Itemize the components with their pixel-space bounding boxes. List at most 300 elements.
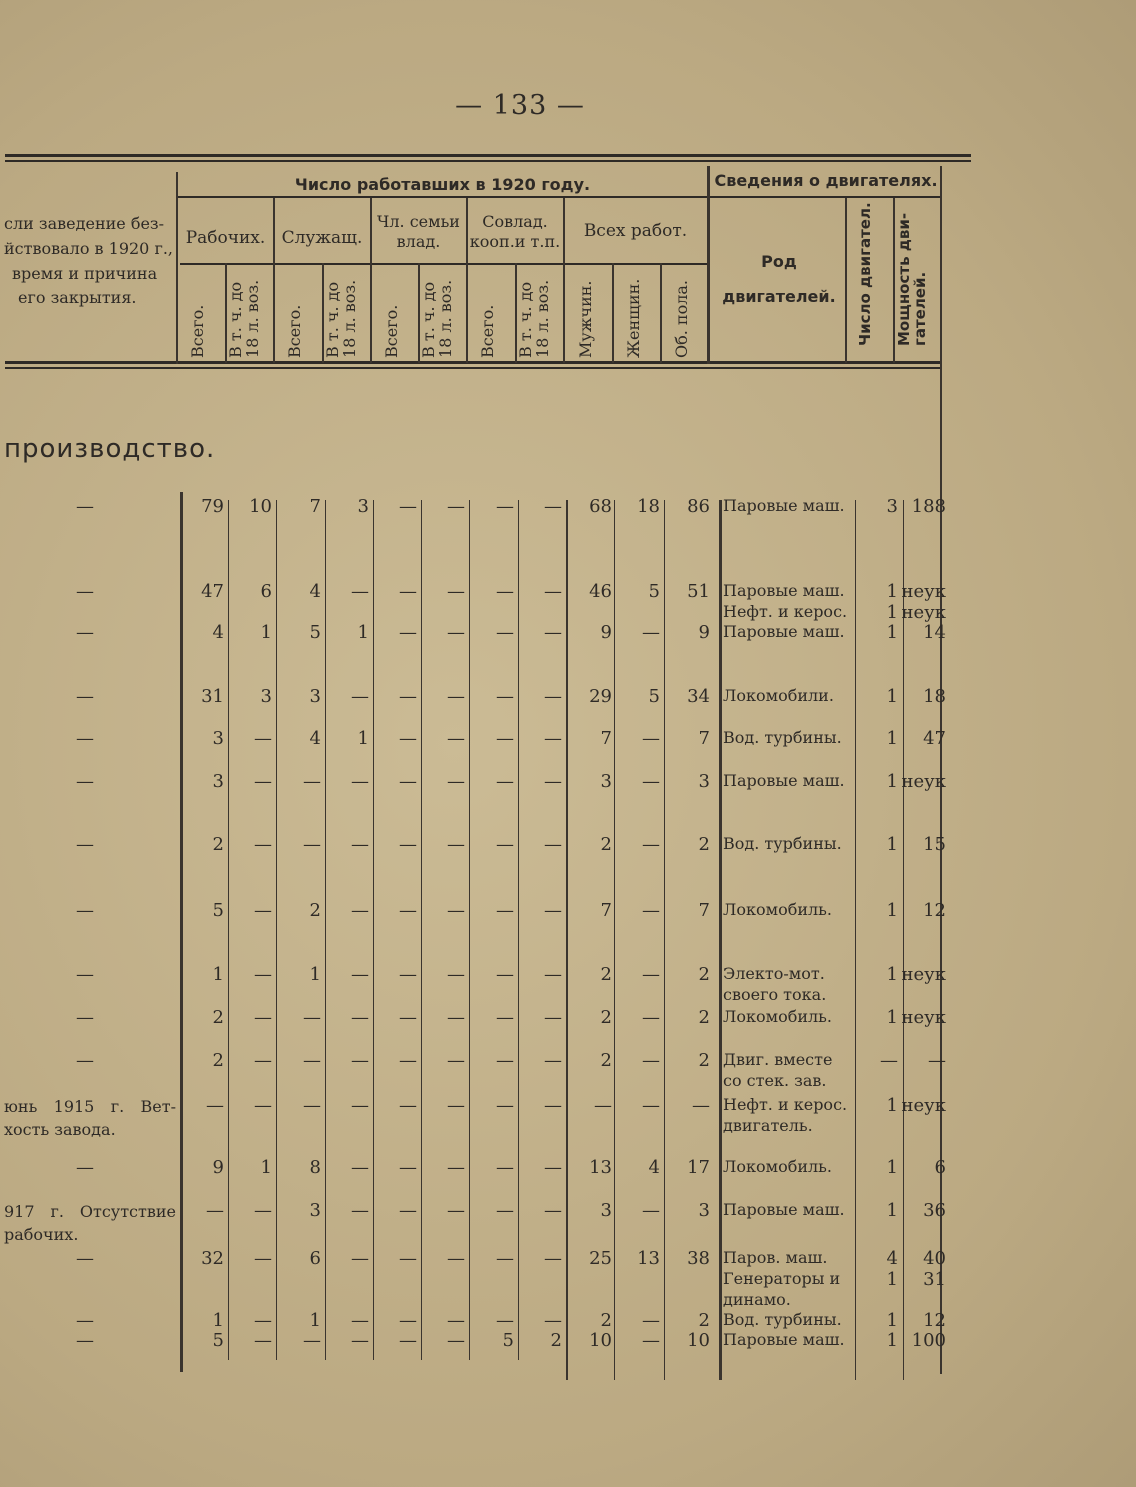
total-header: Всего. [285,304,304,358]
data-cell: — [544,964,562,985]
engine-kind [723,1050,853,1092]
data-cell: — [447,1200,465,1221]
engine-kind [723,686,853,707]
data-cell: — [642,900,660,921]
data-cell: — [303,1050,321,1071]
data-cell: — [544,622,562,643]
data-cell: 31 [201,686,224,707]
data-cell: 3 [260,686,272,707]
engine-power: 12 [923,1310,946,1331]
subgroup-employees: Служащ. [281,228,363,248]
data-cell: 9 [212,1157,224,1178]
data-cell: — [544,900,562,921]
data-cell: — [254,771,272,792]
engine-count: 3 [886,496,898,517]
engine-kind [723,1310,853,1331]
data-cell: — [447,1310,465,1331]
data-cell: 2 [698,964,710,985]
data-cell: — [399,1330,417,1351]
data-cell: 2 [698,834,710,855]
data-cell: — [642,1007,660,1028]
data-cell: — [399,964,417,985]
header-vline [940,166,942,364]
header-vline [176,172,178,364]
data-cell: — [351,900,369,921]
engine-count: 1 [886,602,898,623]
data-cell: — [351,771,369,792]
engine-power: 12 [923,900,946,921]
data-cell: — [399,728,417,749]
data-cell: — [642,964,660,985]
data-cell: — [496,496,514,517]
data-cell: 5 [648,581,660,602]
data-cell: — [544,1095,562,1116]
data-cell: — [496,728,514,749]
data-cell: 18 [637,496,660,517]
closure-line: йствовало в 1920 г., [4,238,173,258]
data-cell: — [254,1200,272,1221]
engine-kind-line: Локомобиль. [723,1157,832,1176]
engine-count: 1 [886,964,898,985]
data-cell: — [399,1095,417,1116]
engine-kind-line: Электо-мот. [723,964,825,983]
data-cell: — [447,1095,465,1116]
row-note: — [76,1330,94,1351]
row-note: — [76,622,94,643]
data-cell: 2 [600,834,612,855]
engine-kind-line: Нефт. и керос. [723,1095,848,1114]
engine-power: 100 [911,1330,946,1351]
men-header: Мужчин. [576,280,595,358]
engine-kind [723,1200,853,1221]
row-note: — [76,496,94,517]
data-cell: — [447,964,465,985]
engine-count: 1 [886,728,898,749]
data-cell: — [351,1095,369,1116]
data-cell: — [544,1248,562,1269]
data-cell: — [447,728,465,749]
data-cell: 2 [600,1007,612,1028]
section-title: производство. [4,434,216,464]
data-cell: 2 [309,900,321,921]
engine-kind [723,496,853,517]
engine-count: 1 [886,686,898,707]
data-cell: — [254,728,272,749]
engine-count: 1 [886,1200,898,1221]
engine-count-header: Число двигател. [856,202,874,346]
data-cell: 2 [600,1310,612,1331]
header-bottom-rule-2 [5,367,940,369]
engine-power: 47 [923,728,946,749]
data-cell: — [544,581,562,602]
engine-power: 6 [934,1157,946,1178]
engine-count: 1 [886,771,898,792]
engine-count: 1 [886,1310,898,1331]
data-cell: 5 [309,622,321,643]
row-note: — [76,728,94,749]
data-cell: — [544,1050,562,1071]
row-note: — [76,1157,94,1178]
data-cell: — [399,900,417,921]
header-vline [273,198,275,363]
data-cell: — [351,686,369,707]
closure-line: время и причина [12,263,158,283]
data-cell: — [399,622,417,643]
page-number: — 133 — [455,90,585,121]
data-cell: 9 [698,622,710,643]
row-note: — [76,1310,94,1331]
engine-count: 1 [886,1095,898,1116]
engine-kind [723,900,853,921]
data-cell: 25 [589,1248,612,1269]
data-cell: 13 [589,1157,612,1178]
data-cell: — [496,1050,514,1071]
data-cell: — [496,1157,514,1178]
women-header: Женщин. [624,278,643,358]
engine-power: неук [901,964,946,985]
data-cell: — [254,1095,272,1116]
subgroup-coowners: Совлад. кооп.и т.п. [469,212,561,251]
engine-kind [723,581,853,623]
data-cell: — [496,771,514,792]
data-cell: — [544,728,562,749]
data-cell: 86 [687,496,710,517]
data-cell: 51 [687,581,710,602]
data-cell: — [447,1007,465,1028]
row-note: юнь 1915 г. Вет- хость завода. [4,1097,176,1140]
engine-count: 4 [886,1248,898,1269]
data-cell: 2 [212,1050,224,1071]
engine-kind [723,771,853,792]
engine-power: неук [901,1095,946,1116]
data-cell: 1 [309,964,321,985]
header-vline [612,263,614,363]
engine-kind-line: динамо. [723,1289,791,1309]
data-cell: 7 [698,900,710,921]
subgroup-all: Всех работ. [583,221,688,241]
engine-count: 1 [886,1330,898,1351]
data-cell: 32 [201,1248,224,1269]
data-cell: — [351,1157,369,1178]
data-cell: 2 [698,1310,710,1331]
body-vline [719,500,722,1380]
data-cell: 5 [212,1330,224,1351]
engine-power: неук [901,1007,946,1028]
data-cell: 10 [687,1330,710,1351]
data-cell: 10 [249,496,272,517]
data-cell: — [692,1095,710,1116]
data-cell: 9 [600,622,612,643]
engine-kind [723,1007,853,1028]
data-cell: 17 [687,1157,710,1178]
data-cell: — [544,1007,562,1028]
subgroup-family: Чл. семьи влад. [377,212,460,251]
data-cell: — [642,1095,660,1116]
engines-title-rule [710,196,942,198]
data-cell: — [399,581,417,602]
data-cell: — [351,1200,369,1221]
data-cell: — [254,1248,272,1269]
data-cell: — [544,1310,562,1331]
data-cell: — [447,581,465,602]
data-cell: — [447,771,465,792]
group-title-rule [178,196,708,198]
data-cell: — [642,1310,660,1331]
closure-line: сли заведение без- [4,214,165,233]
data-cell: — [496,1200,514,1221]
data-cell: — [206,1200,224,1221]
data-cell: 3 [309,1200,321,1221]
data-cell: 29 [589,686,612,707]
data-cell: — [447,1248,465,1269]
engine-count: — [880,1050,898,1071]
data-cell: 1 [212,964,224,985]
data-cell: — [496,964,514,985]
engine-kind-line: Нефт. и керос. [723,601,848,621]
header-vline [707,166,710,364]
header-vline [660,263,662,363]
engine-kind-header: Род двигателей. [722,252,836,307]
data-cell: — [399,1200,417,1221]
data-cell: 4 [648,1157,660,1178]
engine-count: 1 [886,900,898,921]
data-cell: — [447,622,465,643]
data-cell: 2 [212,1007,224,1028]
engine-kind [723,1095,853,1137]
data-cell: — [544,1157,562,1178]
row-note: 917 г. Отсутствие рабочих. [4,1202,176,1245]
engine-kind [723,964,853,1006]
data-cell: — [206,1095,224,1116]
data-cell: 38 [687,1248,710,1269]
engine-count: 1 [886,1269,898,1290]
engine-kind [723,622,853,643]
header-bottom-rule [5,361,940,364]
data-cell: — [642,728,660,749]
engine-power: 15 [923,834,946,855]
data-cell: — [642,622,660,643]
engine-kind-line: Паровые маш. [723,771,845,790]
data-cell: — [399,1157,417,1178]
data-cell: — [399,834,417,855]
data-cell: — [642,1200,660,1221]
closure-line: его закрытия. [18,288,137,308]
data-cell: 4 [212,622,224,643]
data-cell: — [642,1050,660,1071]
engine-power: 31 [923,1269,946,1290]
data-cell: — [496,1007,514,1028]
top-rule-thin [5,160,971,162]
engine-count: 1 [886,622,898,643]
data-cell: — [447,834,465,855]
under18-header: В т. ч. до 18 л. воз. [323,279,359,358]
data-cell: — [399,686,417,707]
data-cell: — [351,581,369,602]
data-cell: 1 [260,622,272,643]
engine-kind-line: Паров. маш. [723,1248,828,1267]
engine-kind-line: Локомобиль. [723,1007,832,1026]
data-cell: — [642,1330,660,1351]
data-cell: — [496,1095,514,1116]
data-cell: 7 [600,728,612,749]
data-cell: — [642,771,660,792]
data-cell: 3 [698,1200,710,1221]
data-cell: — [594,1095,612,1116]
row-note: — [76,964,94,985]
data-cell: — [447,900,465,921]
engine-kind-line: Вод. турбины. [723,728,842,747]
engine-power: неук [901,771,946,792]
data-cell: 34 [687,686,710,707]
engine-kind-line: Паровые маш. [723,1200,845,1219]
total-header: Всего. [382,304,401,358]
data-cell: 7 [600,900,612,921]
row-note: — [76,1248,94,1269]
engine-kind-line: своего тока. [723,984,827,1004]
data-cell: 3 [600,771,612,792]
data-cell: — [544,834,562,855]
data-cell: — [303,1007,321,1028]
data-cell: 3 [309,686,321,707]
engine-kind-line: Локомобиль. [723,900,832,919]
data-cell: — [399,771,417,792]
data-cell: 4 [309,728,321,749]
engine-power: неук [901,581,946,602]
data-cell: — [447,1330,465,1351]
engine-kind-line: Генераторы и [723,1268,841,1288]
data-cell: — [399,1050,417,1071]
under18-header: В т. ч. до 18 л. воз. [419,279,455,358]
row-note: — [76,900,94,921]
data-cell: — [254,1330,272,1351]
data-cell: 3 [600,1200,612,1221]
row-note: — [76,771,94,792]
engine-power: 40 [923,1248,946,1269]
data-cell: 4 [309,581,321,602]
data-cell: — [496,1310,514,1331]
data-cell: — [254,834,272,855]
data-cell: 2 [600,964,612,985]
engine-power: неук [901,602,946,623]
data-cell: 3 [212,728,224,749]
data-cell: — [447,1157,465,1178]
data-cell: 46 [589,581,612,602]
data-cell: — [254,1310,272,1331]
engine-kind [723,728,853,749]
data-cell: — [254,1050,272,1071]
data-cell: — [496,622,514,643]
engine-kind [723,1157,853,1178]
data-cell: — [447,1050,465,1071]
engine-kind-line: со стек. зав. [723,1070,827,1090]
data-cell: — [496,834,514,855]
both-header: Об. пола. [672,279,691,358]
engine-power: 188 [911,496,946,517]
data-cell: 2 [550,1330,562,1351]
engine-kind [723,1248,853,1310]
data-cell: 3 [212,771,224,792]
data-cell: 3 [698,771,710,792]
data-cell: 10 [589,1330,612,1351]
engine-kind [723,834,853,855]
data-cell: 1 [212,1310,224,1331]
row-note: — [76,1050,94,1071]
engines-title: Сведения о двигателях. [714,171,938,190]
data-cell: 2 [698,1050,710,1071]
row-note: — [76,1007,94,1028]
data-cell: — [351,1248,369,1269]
engine-kind-line: Паровые маш. [723,622,845,641]
data-cell: — [351,1050,369,1071]
data-cell: 1 [309,1310,321,1331]
row-note: — [76,581,94,602]
data-cell: 47 [201,581,224,602]
data-cell: 3 [357,496,369,517]
engine-power-header: Мощность дви- гателей. [895,212,929,346]
data-cell: 1 [357,728,369,749]
data-cell: 5 [502,1330,514,1351]
engine-kind-line: Вод. турбины. [723,1310,842,1329]
data-cell: — [496,581,514,602]
data-cell: — [399,1248,417,1269]
data-cell: — [351,1007,369,1028]
closure-col-header [4,212,176,311]
data-cell: 7 [698,728,710,749]
data-cell: — [303,1095,321,1116]
data-cell: — [642,834,660,855]
engine-count: 1 [886,1007,898,1028]
data-cell: 6 [260,581,272,602]
engine-count: 1 [886,1157,898,1178]
data-cell: — [303,834,321,855]
data-cell: — [351,1310,369,1331]
data-cell: — [399,496,417,517]
total-header: Всего. [478,304,497,358]
data-cell: — [544,771,562,792]
engine-kind-line: Вод. турбины. [723,834,842,853]
under18-header: В т. ч. до 18 л. воз. [516,279,552,358]
data-cell: 79 [201,496,224,517]
data-cell: 8 [309,1157,321,1178]
subgroup-rule [180,263,708,265]
data-cell: 1 [357,622,369,643]
data-cell: 2 [600,1050,612,1071]
data-cell: 2 [698,1007,710,1028]
data-cell: 6 [309,1248,321,1269]
total-header: Всего. [188,304,207,358]
data-cell: — [351,964,369,985]
top-rule-thick [5,154,971,157]
engine-kind-line: Паровые маш. [723,496,845,515]
engine-kind-line: Локомобили. [723,686,834,705]
data-cell: — [254,964,272,985]
data-cell: — [447,496,465,517]
data-cell: — [254,900,272,921]
data-cell: — [496,900,514,921]
engine-count: 1 [886,834,898,855]
engine-power: 14 [923,622,946,643]
data-cell: — [496,1248,514,1269]
subgroup-workers: Рабочих. [185,228,266,248]
data-cell: 2 [212,834,224,855]
data-cell: — [544,686,562,707]
engine-kind-line: Двиг. вместе [723,1050,833,1069]
row-note: — [76,834,94,855]
engine-kind [723,1330,853,1351]
data-cell: — [399,1310,417,1331]
data-cell: — [544,496,562,517]
data-cell: 5 [212,900,224,921]
